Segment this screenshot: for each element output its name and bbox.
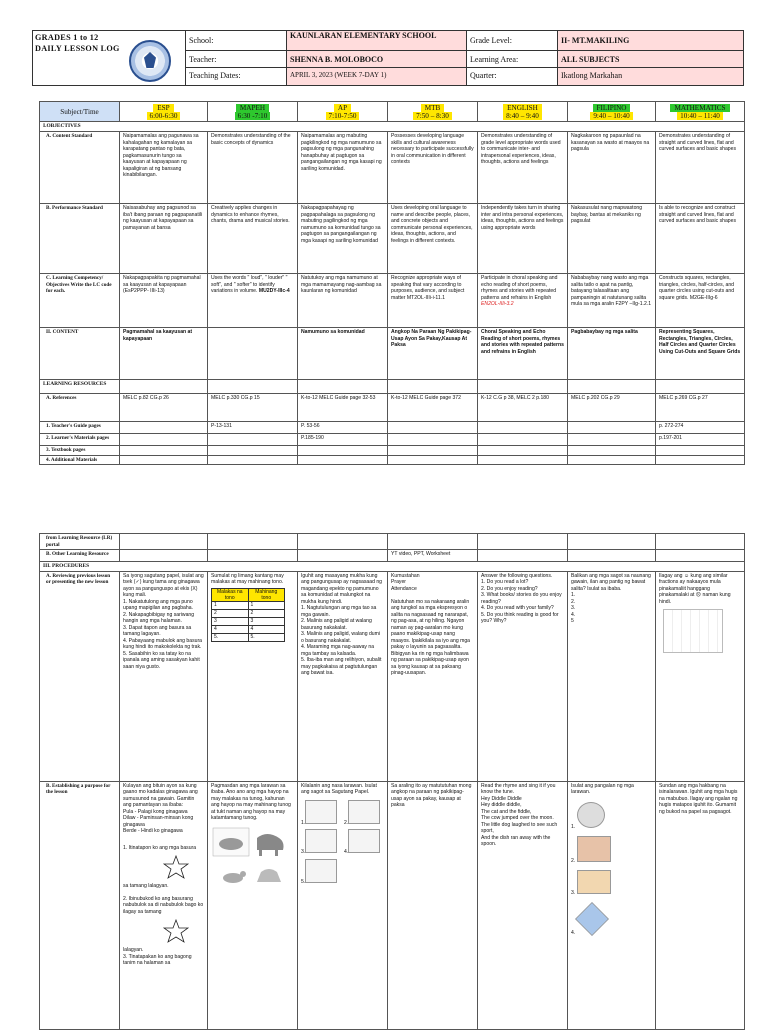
mini-cell: 1 (248, 601, 285, 609)
cell: Naipamamalas ang pagunawa sa kahalagahan ng kamalayan sa karapatang pantao ng bata, pagkamasunurin tungo sa kaayusan at kapayapaan ng kapaligiran at ng bansang kinabibilangan. (120, 132, 208, 204)
cell (120, 455, 208, 465)
subject-name: ENGLISH (503, 104, 542, 112)
area-label: Learning Area: (467, 51, 558, 67)
subject-time: 8:40 – 9:40 (503, 112, 542, 120)
subject-time: 10:40 – 11:40 (677, 112, 723, 120)
pic-label: 5. (301, 878, 306, 885)
row-label: A. References (40, 394, 120, 422)
competency-row (40, 274, 745, 328)
mini-cell: 3 (248, 617, 285, 625)
picture-list (571, 802, 652, 938)
cell-text: Namumuno sa komunidad (301, 329, 365, 335)
cell (298, 550, 388, 562)
leader-picture (305, 859, 337, 883)
picture-item (344, 800, 384, 827)
cell (568, 446, 656, 456)
dll-title (35, 32, 120, 54)
cell (120, 328, 208, 380)
grade-value: II- MT.MAKILING (558, 31, 743, 50)
row-label: A. Content Standard (40, 132, 120, 204)
row-label: B. Performance Standard (40, 204, 120, 274)
tg-row (40, 422, 745, 434)
cell: Read the rhyme and sing it if you know the tune. Hey Diddle Diddle Hey diddle diddle, The cat and the fiddle, The cow jumped over the moon. The little dog laughed to see such sport, And the dish ran away with the spoon. (478, 781, 568, 1029)
cell: Naisasabuhay ang pagsunod sa iba't ibang paraan ng pagpapanatili ng kaayusan at kapayapaan sa pamayanan at bansa (120, 204, 208, 274)
row-label: 4. Additional Materials (40, 455, 120, 465)
cell (388, 328, 478, 380)
resources-row (40, 380, 745, 394)
cell-text: Angkop Na Paraan Ng Pakikipag-Usap Ayon Sa Pakay,Kausap At Paksa (391, 329, 472, 348)
cell-text: Choral Speaking and Echo Reading of short poems, rhymes and stories with repeated patterns and refrains in English (481, 329, 564, 355)
cell: Natutukoy ang mga namumuno at mga mamamayang nag-aambag sa kaunlaran ng komunidad (298, 274, 388, 328)
deped-seal-icon (129, 40, 171, 82)
procedures-row (40, 562, 745, 572)
cell (568, 455, 656, 465)
mini-row (212, 617, 285, 625)
row-label: B. Establishing a purpose for the lesson (40, 781, 120, 1029)
header-row-school (186, 31, 743, 51)
sandcastle-picture (577, 870, 611, 894)
cell (120, 422, 208, 434)
cell (568, 380, 656, 394)
grade-label: Grade Level: (467, 31, 558, 50)
cell: Nagkakaroon ng papaunlad na kasanayan sa wasto at maayos na pagsula (568, 132, 656, 204)
cell-text: Pagmamahal sa kaayusan at kapayapaan (123, 329, 193, 342)
objectives-heading: I.OBJECTIVES (40, 122, 745, 132)
cell: Creatively applies changes in dynamics to enhance rhymes, chants, drama and musical stories. (208, 204, 298, 274)
cell-text: Uses the words " loud", " louder" " soft", and " softer" to identify variations in volume. (211, 275, 288, 294)
cell: Balikan ang mga sagot sa naunang gawain, ilan ang pantig ng bawat salita? Isulat sa ibaba. 1. 2. 3. 4. 5 (568, 571, 656, 781)
picture-item (571, 802, 652, 836)
cell (478, 422, 568, 434)
cell (120, 446, 208, 456)
cell (388, 534, 478, 550)
mini-cell: 4 (248, 625, 285, 633)
header-row-dates (186, 68, 743, 85)
cell: Demonstrates understanding of grade level appropriate words used to communicate inter- and intrapersonal experiences, ideas, thoughts, actions and feelings (478, 132, 568, 204)
pic-label: 3. (571, 889, 576, 896)
cell (298, 446, 388, 456)
subject-time: 6:30 -7:10 (235, 112, 271, 120)
subject-header-row (40, 102, 745, 122)
row-label: A. Reviewing previous lesson or presenting the new lesson (40, 571, 120, 781)
row-label: B. Other Learning Resource (40, 550, 120, 562)
subject-name: MTB (421, 104, 445, 112)
col-filipino (568, 102, 656, 122)
cell (568, 534, 656, 550)
dll-daily: DAILY LESSON LOG (35, 44, 120, 53)
cell (568, 434, 656, 446)
quarter-value: Ikatlong Markahan (558, 68, 743, 85)
cell (656, 534, 745, 550)
cell (298, 328, 388, 380)
cell (388, 380, 478, 394)
cell (478, 328, 568, 380)
cell (208, 550, 298, 562)
cell-text: Kulayan ang bituin ayon sa kung gaano mo kadalas ginagawa ang sumusunod na gawain. Gamitin ang pamantayan sa ibaba: Pula - Palagi kong ginagawa Dilaw - Paminsan-minsan kong ginagawa Berde - Hindi ko ginagawa (123, 782, 198, 834)
cell: K-to-12 MELC Guide page 32-53 (298, 394, 388, 422)
additional-row (40, 455, 745, 465)
cell-text: Ilagay ang ☺ kung ang similar fractions ay nakaayos mula pinakamaliit hanggang pinakamalaki at ☹ naman kung hindi. (659, 572, 731, 605)
picture-item (301, 829, 341, 856)
cell (478, 274, 568, 328)
star-icon (163, 919, 189, 943)
cell (656, 455, 745, 465)
content-row (40, 328, 745, 380)
cell (208, 274, 298, 328)
picture-item (301, 859, 341, 886)
cell-text: Isulat ang pangalan ng mga larawan. (571, 782, 634, 795)
review-row (40, 571, 745, 781)
col-ap (298, 102, 388, 122)
cell (298, 781, 388, 1029)
cell (120, 434, 208, 446)
leader-picture (305, 800, 337, 824)
pic-label: 1. (571, 823, 576, 830)
mini-cell: 2 (212, 609, 249, 617)
teacher-value: SHENNA B. MOLOBOCO (287, 51, 467, 67)
cell (478, 550, 568, 562)
subject-name: MAPEH (236, 104, 269, 112)
teacher-label: Teacher: (186, 51, 287, 67)
area-value: ALL SUBJECTS (558, 51, 743, 67)
cell: Nakapagpapahayag ng pagpapahalaga sa pagsulong ng mabuting pagilingkod ng mga namumuno sa komunidad tungo sa pagtugon sa pangangailangan ng mga kasapi ng sariling komunidad (298, 204, 388, 274)
other-resource-row (40, 550, 745, 562)
dates-label: Teaching Dates: (186, 68, 287, 85)
pic-label: 4. (344, 849, 349, 855)
cell (656, 380, 745, 394)
cell (298, 534, 388, 550)
col-mtb (388, 102, 478, 122)
mapeh-code: MU2DY-IIIc-4 (258, 288, 290, 294)
cell: Nakasusulat nang mapwastong baybay, bantas at mekaniks ng pagsulat (568, 204, 656, 274)
cell (568, 422, 656, 434)
cell (208, 455, 298, 465)
header-row-teacher (186, 51, 743, 68)
pic-label: 2. (344, 819, 349, 826)
picture-item (571, 836, 652, 870)
cell (120, 550, 208, 562)
cell (388, 446, 478, 456)
cell (208, 446, 298, 456)
cell: Kumustahan Prayer Attendance Natutuhan mo sa nakaraang aralin ang tungkol sa mga ekspresyon o salita na nagsasaad ng nararapat, ng pag-asa, at ng hiling. Ngayon naman ay pag-aaralan mo kung paano makikipag-usap nang maayos. Ipakikilala sa iyo ang mga pakay o layunin sa pagsasalita. Bibigyan ka rin ng mga halimbawa ng paraan sa pakikipag-usap ayon sa iyong kausap at sa paksang pinag-uusapan. (388, 571, 478, 781)
cell: YT video, PPT, Worksheet (388, 550, 478, 562)
cell: Answer the following questions. 1. Do you read a lot? 2. Do you enjoy reading? 3. What books/ stories do you enjoy reading? 4. Do you read with your family? 5. Do you think reading is good for you? Why? (478, 571, 568, 781)
spoon-picture (577, 802, 605, 828)
objectives-row (40, 122, 745, 132)
mini-row (212, 609, 285, 617)
item-text: lalagyan. 3. Tinatapakan ko ang bagong tanim na halaman sa (123, 947, 192, 966)
cell: Independently takes turn in sharing inter and intra personal experiences, ideas, thoughts, actions and feelings using appropriate words (478, 204, 568, 274)
cell (208, 380, 298, 394)
cell (478, 380, 568, 394)
cell (656, 446, 745, 456)
mini-h1: Malakas na tono (212, 588, 249, 601)
subject-time: 7:50 – 8:30 (413, 112, 452, 120)
row-label: C. Learning Competency/ Objectives Write the LC code for each. (40, 274, 120, 328)
tb-row (40, 446, 745, 456)
leader-picture (348, 800, 380, 824)
mini-row (212, 601, 285, 609)
mini-cell: 3 (212, 617, 249, 625)
cell (388, 434, 478, 446)
row-label: 3. Textbook pages (40, 446, 120, 456)
cell: Is able to recognize and construct straight and curved lines, flat and curved surfaces and basic shapes (656, 204, 745, 274)
subject-time: 6:00-6:30 (147, 112, 181, 120)
cell-text: Sumulat ng limang kantang may malakas at may mahinang tono. (211, 572, 284, 585)
cell (120, 380, 208, 394)
pic-label: 2. (571, 857, 576, 864)
mini-header (212, 588, 285, 601)
cell (568, 781, 656, 1029)
item-text: sa tamang lalagyan. (123, 883, 169, 889)
school-label: School: (186, 31, 287, 50)
mini-cell: 5. (248, 633, 285, 641)
cell: K-to-12 MELC Guide page 372 (388, 394, 478, 422)
mini-cell: 1 (212, 601, 249, 609)
row-label: 2. Learner's Materials pages (40, 434, 120, 446)
school-value: KAUNLARAN ELEMENTARY SCHOOL (287, 31, 467, 50)
cell (120, 781, 208, 1029)
cell: P-13-131 (208, 422, 298, 434)
cell: p.197-201 (656, 434, 745, 446)
cell: MELC p.82 CG.p 26 (120, 394, 208, 422)
subject-name: FILIPINO (593, 104, 631, 112)
cell (208, 434, 298, 446)
cell: MELC p.202 CG.p 29 (568, 394, 656, 422)
subject-time-corner (40, 102, 120, 122)
subject-time: 9:40 – 10:40 (590, 112, 632, 120)
dates-value: APRIL 3, 2023 (WEEK 7-DAY 1) (287, 68, 467, 85)
procedures-heading: III. PROCEDURES (40, 562, 745, 572)
subject-name: ESP (153, 104, 173, 112)
pic-label: 3. (301, 849, 306, 855)
performance-standard-row (40, 204, 745, 274)
cell (298, 380, 388, 394)
picture-item (571, 904, 652, 938)
cell (388, 422, 478, 434)
col-esp (120, 102, 208, 122)
cell: Possesses developing language skills and cultural awareness necessary to participate successfully in oral communication in different contexts (388, 132, 478, 204)
cell (388, 455, 478, 465)
content-standard-row (40, 132, 745, 204)
cell (208, 781, 298, 1029)
mini-h2: Mahinang tono (248, 588, 285, 601)
quarter-label: Quarter: (467, 68, 558, 85)
cell (208, 571, 298, 781)
cell: K-12 C.G p 38, MELC 2 p.180 (478, 394, 568, 422)
cell (478, 455, 568, 465)
cell-text: Pagbabaybay ng mga salita (571, 329, 638, 335)
house-picture (577, 836, 611, 862)
cell (478, 534, 568, 550)
cell: Nakapagpapakita ng pagmamahal sa kaayusan at kapayapaan (EsP2PPP- IIIi-13) (120, 274, 208, 328)
cell (568, 328, 656, 380)
leader-picture (348, 829, 380, 853)
row-label: II. CONTENT (40, 328, 120, 380)
cell-text: Kilalanin ang nasa larawan. Isulat ang sagot sa Sagutang Papel. (301, 782, 377, 795)
dll-table-page2 (39, 533, 745, 1030)
leader-picture (305, 829, 337, 853)
purpose-row (40, 781, 745, 1029)
dll-grades: GRADES 1 to 12 (35, 33, 99, 42)
cell: Uses developing oral language to name and describe people, places, and concrete objects and communicate personal experiences, ideas, thoughts, actions, and feelings in different contexts. (388, 204, 478, 274)
english-code: EN2OL-IIIi-3.2 (481, 301, 514, 307)
cell (208, 328, 298, 380)
cell (120, 534, 208, 550)
pic-label: 1. (301, 819, 306, 826)
subject-name: AP (334, 104, 351, 112)
cell (656, 571, 745, 781)
mini-cell: 5. (212, 633, 249, 641)
cell: Naipamamalas ang mabuting pagkilingkod ng mga namumuno sa pagsulong ng mga pangunahing hanapbuhay at pagtugon sa pangangailangan ng mga kasapi ng sariling komunidad. (298, 132, 388, 204)
lm-row (40, 434, 745, 446)
item-text: 1. Itinatapon ko ang mga basura (123, 844, 197, 851)
pic-label: 4. (571, 929, 576, 936)
cell (298, 455, 388, 465)
cell: Sa araling ito ay matututuhan mong angkop na paraan ng pakikipag-usap ayon sa pakay, kausap at paksa (388, 781, 478, 1029)
mini-cell: 2 (248, 609, 285, 617)
cell: Demonstrates understanding of straight and curved lines, flat and curved surfaces and basic shapes (656, 132, 745, 204)
cell (208, 534, 298, 550)
subject-time: 7:10-7:50 (326, 112, 360, 120)
cell: p. 272-274 (656, 422, 745, 434)
cell: MELC p.330 CG.p 15 (208, 394, 298, 422)
col-mapeh (208, 102, 298, 122)
cell: Demonstrates understanding of the basic concepts of dynamics (208, 132, 298, 204)
picture-item (571, 870, 652, 904)
cell (478, 434, 568, 446)
cell: P. 53-56 (298, 422, 388, 434)
row-label: from Learning Resource (LR) portal (40, 534, 120, 550)
cell: Sundan ang mga hakbang na isinalarawan. Iguhit ang mga hugis na mabubuo. Ilagay ang ngalan ng hugis matapos iguhit ito. Gumamit ng bukod na papel sa pagsagot. (656, 781, 745, 1029)
volume-table (211, 588, 285, 642)
cell (656, 550, 745, 562)
animal-pictures-image (211, 826, 291, 906)
cell: P.185-190 (298, 434, 388, 446)
cell: Sa iyong sagutang papel, isulat ang tsek (✓) kung tama ang ginagawa ayon sa pangunguspo at ekis (X) kung mali. 1. Nakatutulong ang mga puno upang mapigilan ang pagbaha. 2. Nakapagbibigay ng sariwang hangin ang mga halaman. 3. Dapat itapon ang basura sa tamang lagayan. 4. Pabayaang mabulok ang basura kung hindi ito makokolekta ng trak. 5. Sasabihin ko sa tatay ko na ipanala ang aming sasakyan kahit saan niya gusto. (120, 571, 208, 781)
picture-item (301, 800, 341, 827)
cell (656, 328, 745, 380)
kite-picture (575, 902, 609, 936)
dll-table-page1 (39, 101, 745, 465)
subject-name: MATHEMATICS (670, 104, 729, 112)
lr-portal-row (40, 534, 745, 550)
col-english (478, 102, 568, 122)
community-pictures (301, 800, 384, 886)
cell (478, 446, 568, 456)
mini-row (212, 633, 285, 641)
cell: Constructs squares, rectangles, triangles, circles, half-circles, and quarter circles using cut-outs and square grids. M2GE-IIIg-6 (656, 274, 745, 328)
resources-heading: LEARNING RESOURCES (40, 380, 120, 394)
cell (568, 550, 656, 562)
mini-cell: 4 (212, 625, 249, 633)
cell: Iguhit ang masayang mukha kung ang pangungusap ay nagsasaad ng magandang epekto ng pamumuno sa komunidad at malungkot na mukha kung hindi. 1. Nagtutulungan ang mga tao sa mga gawain. 2. Malinis ang paligid at walang basurang nakakalat. 3. Malinis ang paligid, walang dumi o basurang nakakalat. 4. Maraming mga nag-aaway na mga tambay sa kalsada. 5. Iba-iba man ang relihiyon, subalit may pagkakaisa at pagtutulungan ang bawat isa. (298, 571, 388, 781)
cell: Recognize appropriate ways of speaking that vary according to purposes, audience, and subject matter MT2OL-IIIi-i-11.1 (388, 274, 478, 328)
header-logo-cell (33, 31, 186, 85)
header-table (32, 30, 744, 86)
picture-item (344, 829, 384, 856)
cell: Nababaybay nang wasto ang mga salita tatlo o apat na pantig, batayang talasalitaan ang pampaningin at natutunang salita mula sa mga aralin F2PY –IIg-1.2.1 (568, 274, 656, 328)
star-icon (163, 855, 189, 879)
row-label: 1. Teacher's Guide pages (40, 422, 120, 434)
cell: MELC p.269 CG.p 27 (656, 394, 745, 422)
col-math (656, 102, 745, 122)
mini-row (212, 625, 285, 633)
fraction-worksheet-image (663, 609, 723, 653)
cell-text: Pagmasdan ang mga larawan sa ibaba. Ano ano ang mga hayop na may malakas na tunog, kahunan ang hayop na may mahinang tunog at tukt naman ang hayop na may katamtamang tunog. (211, 782, 291, 821)
cell-text: Representing Squares, Rectangles, Triangles, Circles, Half Circles and Quarter Circles Using Cut-Outs and Square Grids (659, 329, 741, 355)
cell-text: Participate in choral speaking and echo reading of short poems, rhymes and stories with repeated patterns and refrains in English (481, 275, 558, 301)
references-row (40, 394, 745, 422)
item-text: 2. Ibinubukod ko ang basurang nabubulok sa di nabubulok bago ko ilagay sa tamang (123, 895, 204, 915)
corner-label: Subject/Time (60, 107, 99, 116)
